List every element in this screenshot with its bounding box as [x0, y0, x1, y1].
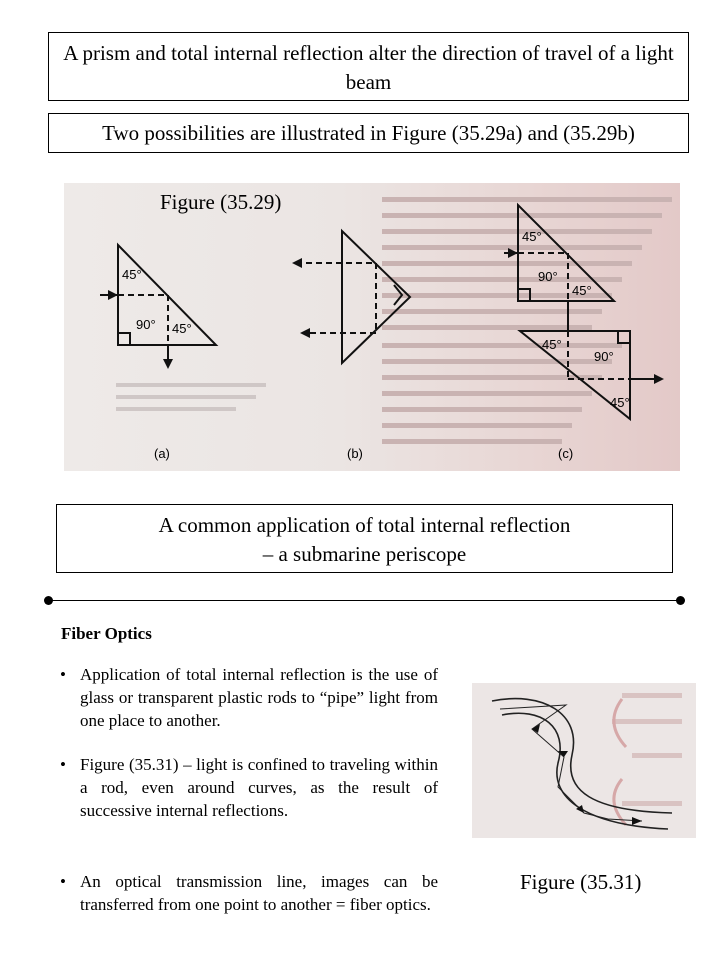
- figure-35-31-scan: [472, 683, 696, 838]
- bullet-item: [60, 870, 438, 916]
- panel-label-c: (c): [558, 446, 574, 461]
- figure-35-31-label: Figure (35.31): [520, 870, 642, 894]
- bullet-marker: •: [60, 872, 66, 891]
- panel-label-b: (b): [347, 446, 363, 461]
- bullet-item: [60, 753, 438, 822]
- application-line-2: – a submarine periscope: [262, 542, 467, 566]
- angle-label: 45°: [542, 337, 562, 352]
- application-box: [56, 504, 673, 573]
- bullet-text: Application of total internal reflection is the use of glass or transparent plastic rods to “pipe” light from one place to another.: [80, 665, 438, 730]
- panel-label-a: (a): [154, 446, 170, 461]
- slide-title: A prism and total internal reflection alter the direction of travel of a light beam: [63, 41, 674, 94]
- subtitle-box: [48, 113, 689, 153]
- angle-label: 45°: [122, 267, 142, 282]
- angle-label: 45°: [172, 321, 192, 336]
- angle-label: 45°: [522, 229, 542, 244]
- bullet-item: [60, 663, 438, 732]
- divider-line: [48, 600, 680, 601]
- angle-label: 45°: [572, 283, 592, 298]
- section-heading: Fiber Optics: [61, 624, 152, 643]
- figure-35-29-label: Figure (35.29): [160, 190, 282, 214]
- figure-35-29-scan: [64, 183, 680, 471]
- bullet-marker: •: [60, 665, 66, 684]
- angle-label: 90°: [538, 269, 558, 284]
- divider-dot-left: [44, 596, 53, 605]
- title-box: [48, 32, 689, 101]
- bullet-text: An optical transmission line, images can be transferred from one point to another = fiber optics.: [80, 872, 438, 914]
- angle-label: 45°: [610, 395, 630, 410]
- bullet-marker: •: [60, 755, 66, 774]
- application-line-1: A common application of total internal reflection: [158, 513, 571, 537]
- angle-label: 90°: [136, 317, 156, 332]
- slide-subtitle: Two possibilities are illustrated in Figure (35.29a) and (35.29b): [102, 121, 635, 145]
- bullet-text: Figure (35.31) – light is confined to traveling within a rod, even around curves, as the result of successive internal reflections.: [80, 755, 438, 820]
- angle-label: 90°: [594, 349, 614, 364]
- divider-dot-right: [676, 596, 685, 605]
